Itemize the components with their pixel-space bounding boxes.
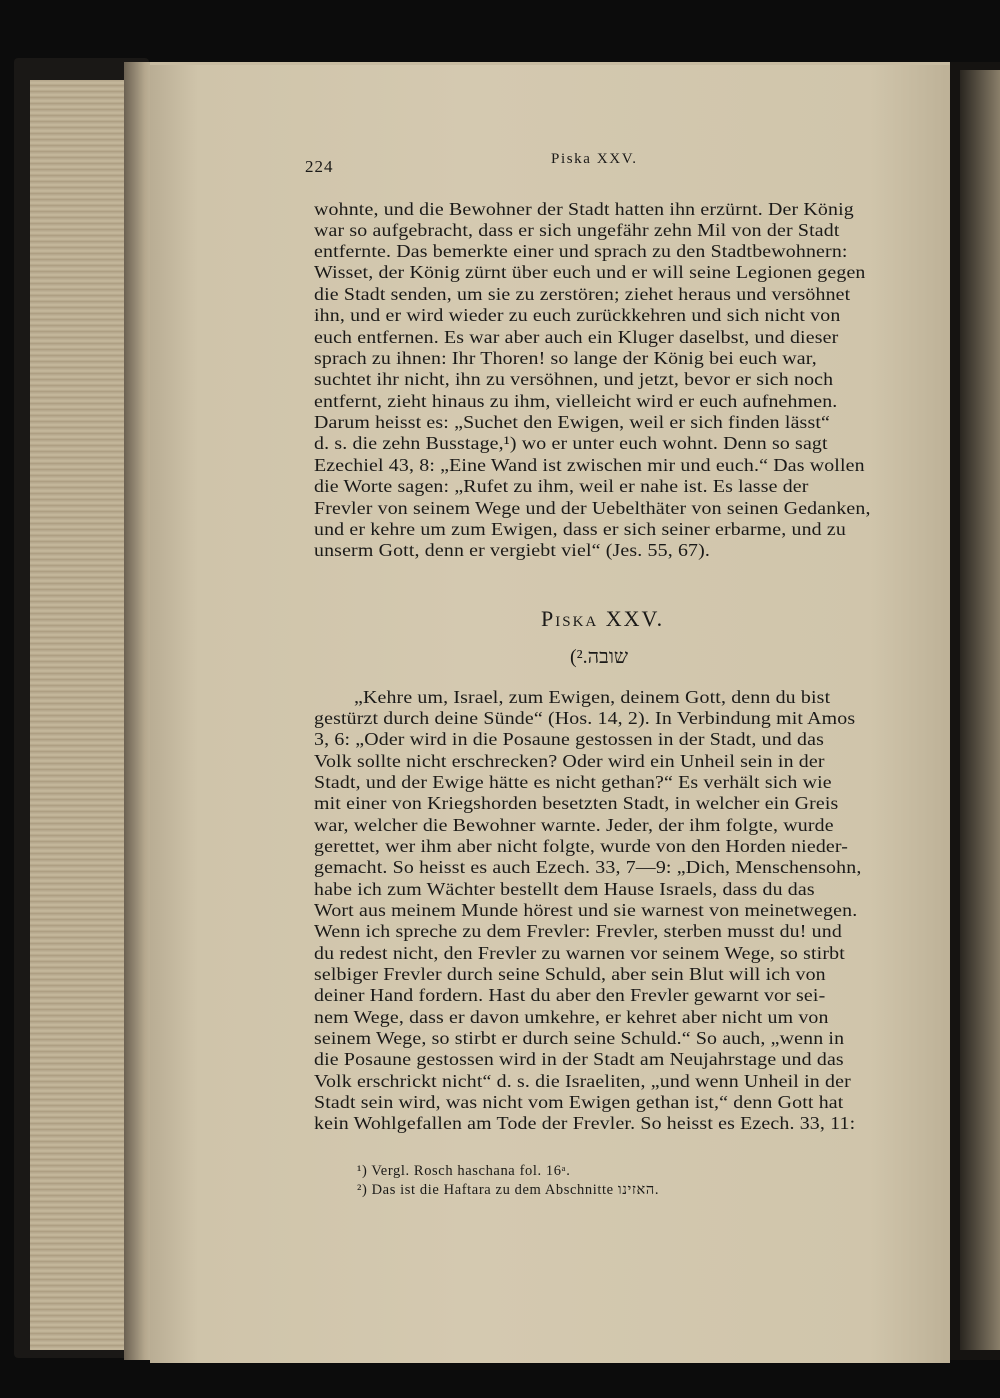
running-title: Piska XXV.	[551, 151, 638, 167]
text-line: Volk erschrickt nicht“ d. s. die Israeliten, „und wenn Unheil in der	[314, 1071, 851, 1091]
text-line: und er kehre um zum Ewigen, dass er sich seiner erbarme, und zu	[314, 519, 846, 539]
text-line: Ezechiel 43, 8: „Eine Wand ist zwischen mir und euch.“ Das wollen	[314, 455, 865, 475]
text-line: die Stadt senden, um sie zu zerstören; ziehet heraus und versöhnet	[314, 284, 851, 304]
text-line: die Worte sagen: „Rufet zu ihm, weil er nahe ist. Es lasse der	[314, 476, 809, 496]
text-line: gestürzt durch deine Sünde“ (Hos. 14, 2). In Verbindung mit Amos	[314, 708, 856, 728]
text-line: kein Wohlgefallen am Tode der Frevler. So heisst es Ezech. 33, 11:	[314, 1113, 856, 1133]
text-line: „Kehre um, Israel, zum Ewigen, deinem Gott, denn du bist	[354, 687, 831, 707]
text-line: Volk sollte nicht erschrecken? Oder wird ein Unheil sein in der	[314, 751, 825, 771]
text-line: du redest nicht, den Frevler zu warnen vor seinem Wege, so stirbt	[314, 943, 845, 963]
text-line: entfernte. Das bemerkte einer und sprach zu den Stadtbewohnern:	[314, 241, 848, 261]
text-line: ihn, und er wird wieder zu euch zurückkehren und sich nicht von	[314, 305, 841, 325]
text-line: selbiger Frevler durch seine Schuld, aber sein Blut will ich von	[314, 964, 826, 984]
text-line: Stadt sein wird, was nicht vom Ewigen gethan ist,“ denn Gott hat	[314, 1092, 844, 1112]
text-line: die Posaune gestossen wird in der Stadt am Neujahrstage und das	[314, 1049, 844, 1069]
text-line: seinem Wege, so stirbt er durch seine Schuld.“ So auch, „wenn in	[314, 1028, 845, 1048]
hebrew-subheading: שובה.²)	[570, 646, 629, 668]
text-line: habe ich zum Wächter bestellt dem Hause Israels, dass du das	[314, 879, 815, 899]
footnote: ²) Das ist die Haftara zu dem Abschnitte האזינו.	[357, 1182, 660, 1198]
text-line: war so aufgebracht, dass er sich ungefähr zehn Mil von der Stadt	[314, 220, 840, 240]
text-line: Wisset, der König zürnt über euch und er will seine Legionen gegen	[314, 262, 866, 282]
footnote: ¹) Vergl. Rosch haschana fol. 16ᵃ.	[357, 1163, 571, 1179]
text-line: unserm Gott, denn er vergiebt viel“ (Jes. 55, 67).	[314, 540, 711, 560]
facing-page-edge	[960, 70, 1000, 1350]
text-line: entfernt, zieht hinaus zu ihm, vielleicht wird er euch aufnehmen.	[314, 391, 838, 411]
text-line: nem Wege, dass er davon umkehre, er kehret aber nicht um von	[314, 1007, 829, 1027]
text-line: Wort aus meinem Munde hörest und sie warnest von meinetwegen.	[314, 900, 858, 920]
text-line: gerettet, wer ihm aber nicht folgte, wurde von den Horden nieder-	[314, 836, 849, 856]
text-line: gemacht. So heisst es auch Ezech. 33, 7—9: „Dich, Menschensohn,	[314, 857, 862, 877]
text-line: mit einer von Kriegshorden besetzten Stadt, in welcher ein Greis	[314, 793, 839, 813]
text-line: Darum heisst es: „Suchet den Ewigen, weil er sich finden lässt“	[314, 412, 831, 432]
section-heading: Piska XXV.	[541, 606, 665, 631]
text-line: euch entfernen. Es war aber auch ein Kluger daselbst, und dieser	[314, 327, 839, 347]
text-line: wohnte, und die Bewohner der Stadt hatten ihn erzürnt. Der König	[314, 199, 854, 219]
text-line: suchtet ihr nicht, ihn zu versöhnen, und jetzt, bevor er sich noch	[314, 369, 834, 389]
text-line: Stadt, und der Ewige hätte es nicht gethan?“ Es verhält sich wie	[314, 772, 832, 792]
text-line: 3, 6: „Oder wird in die Posaune gestossen in der Stadt, und das	[314, 729, 824, 749]
text-line: d. s. die zehn Busstage,¹) wo er unter euch wohnt. Denn so sagt	[314, 433, 828, 453]
text-line: Wenn ich spreche zu dem Frevler: Frevler, sterben musst du! und	[314, 921, 842, 941]
text-line: war, welcher die Bewohner warnte. Jeder, der ihm folgte, wurde	[314, 815, 834, 835]
text-line: deiner Hand fordern. Hast du aber den Frevler gewarnt vor sei-	[314, 985, 826, 1005]
text-line: Frevler von seinem Wege und der Uebelthäter von seinen Gedanken,	[314, 498, 871, 518]
page-number: 224	[305, 157, 334, 176]
text-line: sprach zu ihnen: Ihr Thoren! so lange der König bei euch war,	[314, 348, 817, 368]
